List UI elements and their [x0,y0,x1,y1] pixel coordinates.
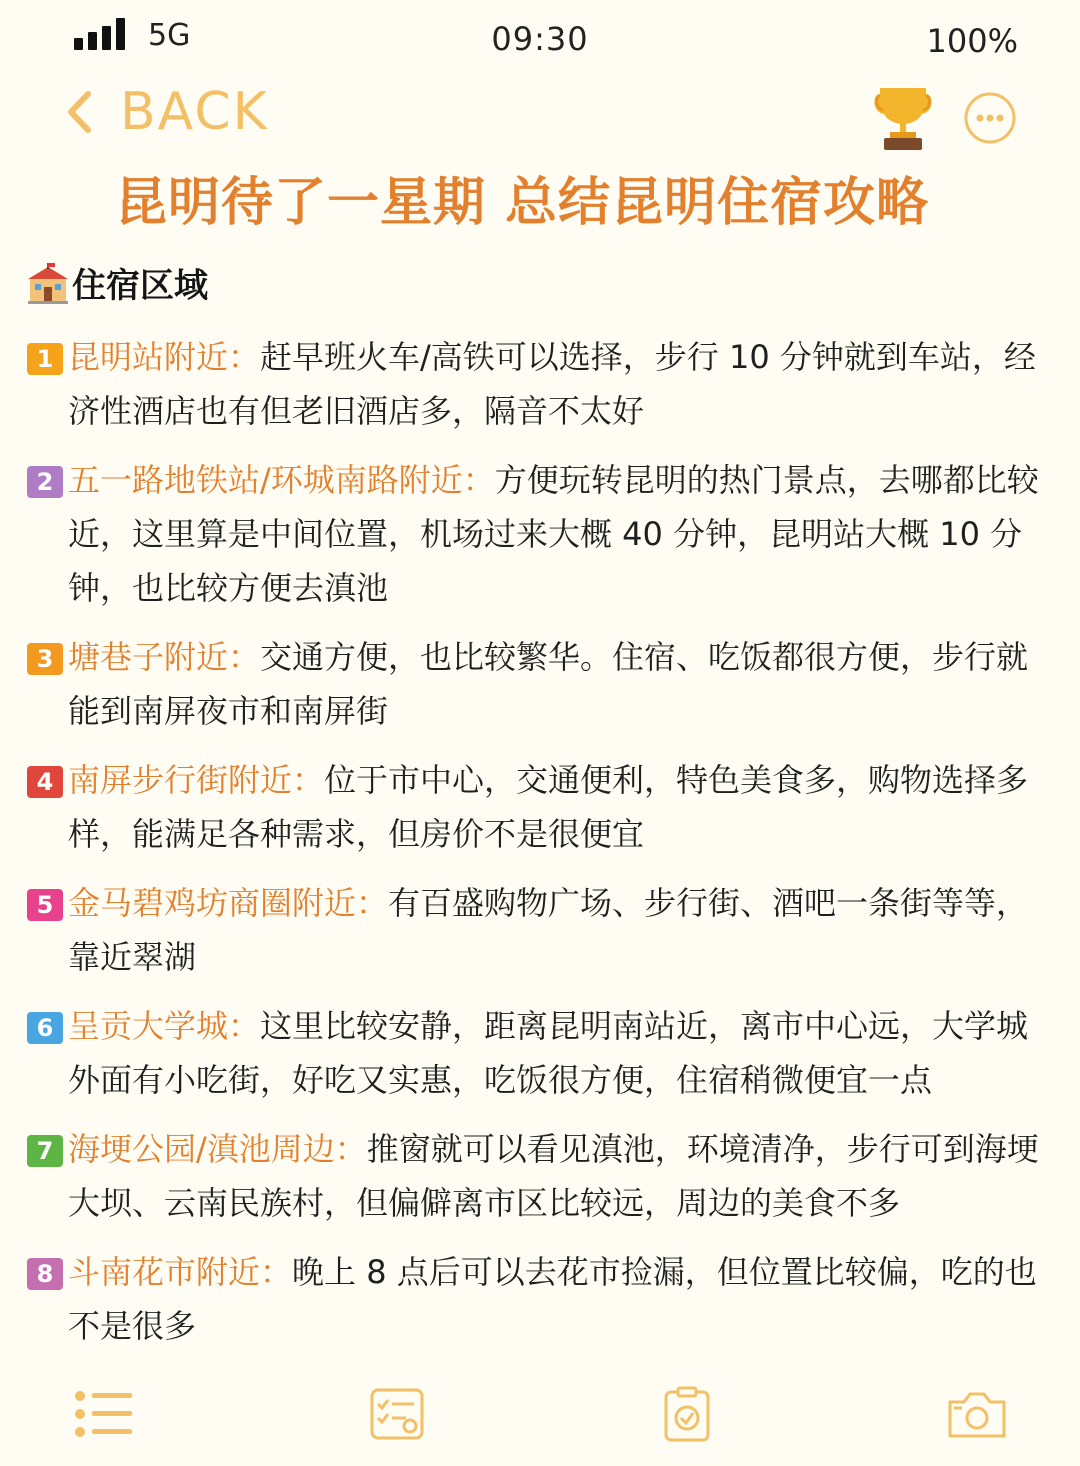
list-item [0,753,1080,861]
trophy-icon[interactable] [872,82,934,152]
camera-icon[interactable] [946,1386,1008,1442]
place-description: 这里比较安静，距离昆明南站近，离市中心远，大学城外面有小吃街，好吃又实惠，吃饭很方便，住宿稍微便宜一点 [68,1007,1029,1099]
place-description: 推窗就可以看见滇池，环境清净，步行可到海埂大坝、云南民族村，但偏僻离市区比较远，周边的美食不多 [68,1130,1039,1222]
school-building-icon [26,261,70,305]
place-description: 交通方便，也比较繁华。住宿、吃饭都很方便，步行就能到南屏夜市和南屏街 [68,638,1029,730]
number-badge-icon: 3 [27,643,63,675]
place-description: 晚上 8 点后可以去花市捡漏，但位置比较偏，吃的也不是很多 [68,1253,1037,1345]
more-options-icon[interactable] [962,90,1018,146]
list-item [0,630,1080,738]
number-badge-icon: 1 [27,343,63,375]
number-badge-icon: 5 [27,889,63,921]
battery-level: 100% [926,22,1018,60]
list-item [0,999,1080,1107]
status-bar [0,0,1080,80]
place-name: 呈贡大学城： [68,1007,261,1045]
page-title: 昆明待了一星期 总结昆明住宿攻略 [114,173,930,233]
place-name: 塘巷子附近： [68,638,261,676]
list-item [0,1245,1080,1353]
place-name: 海埂公园/滇池周边： [68,1130,367,1168]
list-item [0,1122,1080,1230]
list-item [0,330,1080,438]
bottom-nav [0,1386,1080,1446]
section-heading [26,258,208,307]
place-description: 有百盛购物广场、步行街、酒吧一条街等等，靠近翠湖 [68,884,1029,976]
number-badge-icon: 6 [27,1012,63,1044]
place-name: 斗南花市附近： [68,1253,293,1291]
chevron-left-icon [66,90,92,134]
list-item [0,453,1080,615]
network-type: 5G [148,18,191,53]
number-badge-icon: 8 [27,1258,63,1290]
place-name: 五一路地铁站/环城南路附近： [68,461,495,499]
clipboard-check-icon[interactable] [656,1386,718,1442]
back-button[interactable] [66,82,269,142]
list-icon[interactable] [72,1386,134,1442]
number-badge-icon: 2 [27,466,63,498]
checklist-icon[interactable] [366,1386,428,1442]
section-heading-text: 住宿区域 [72,266,208,306]
status-time: 09:30 [491,20,589,58]
place-description: 位于市中心，交通便利，特色美食多，购物选择多样，能满足各种需求，但房价不是很便宜 [68,761,1029,853]
place-name: 南屏步行街附近： [68,761,325,799]
place-name: 昆明站附近： [68,338,261,376]
back-label: BACK [120,82,269,142]
place-description: 赶早班火车/高铁可以选择，步行 10 分钟就到车站，经济性酒店也有但老旧酒店多，隔音不太好 [68,338,1036,430]
number-badge-icon: 4 [27,766,63,798]
place-name: 金马碧鸡坊商圈附近： [68,884,389,922]
number-badge-icon: 7 [27,1135,63,1167]
district-list [0,330,1080,1368]
place-description: 方便玩转昆明的热门景点，去哪都比较近，这里算是中间位置，机场过来大概 40 分钟，昆明站大概 10 分钟，也比较方便去滇池 [68,461,1039,607]
list-item [0,876,1080,984]
